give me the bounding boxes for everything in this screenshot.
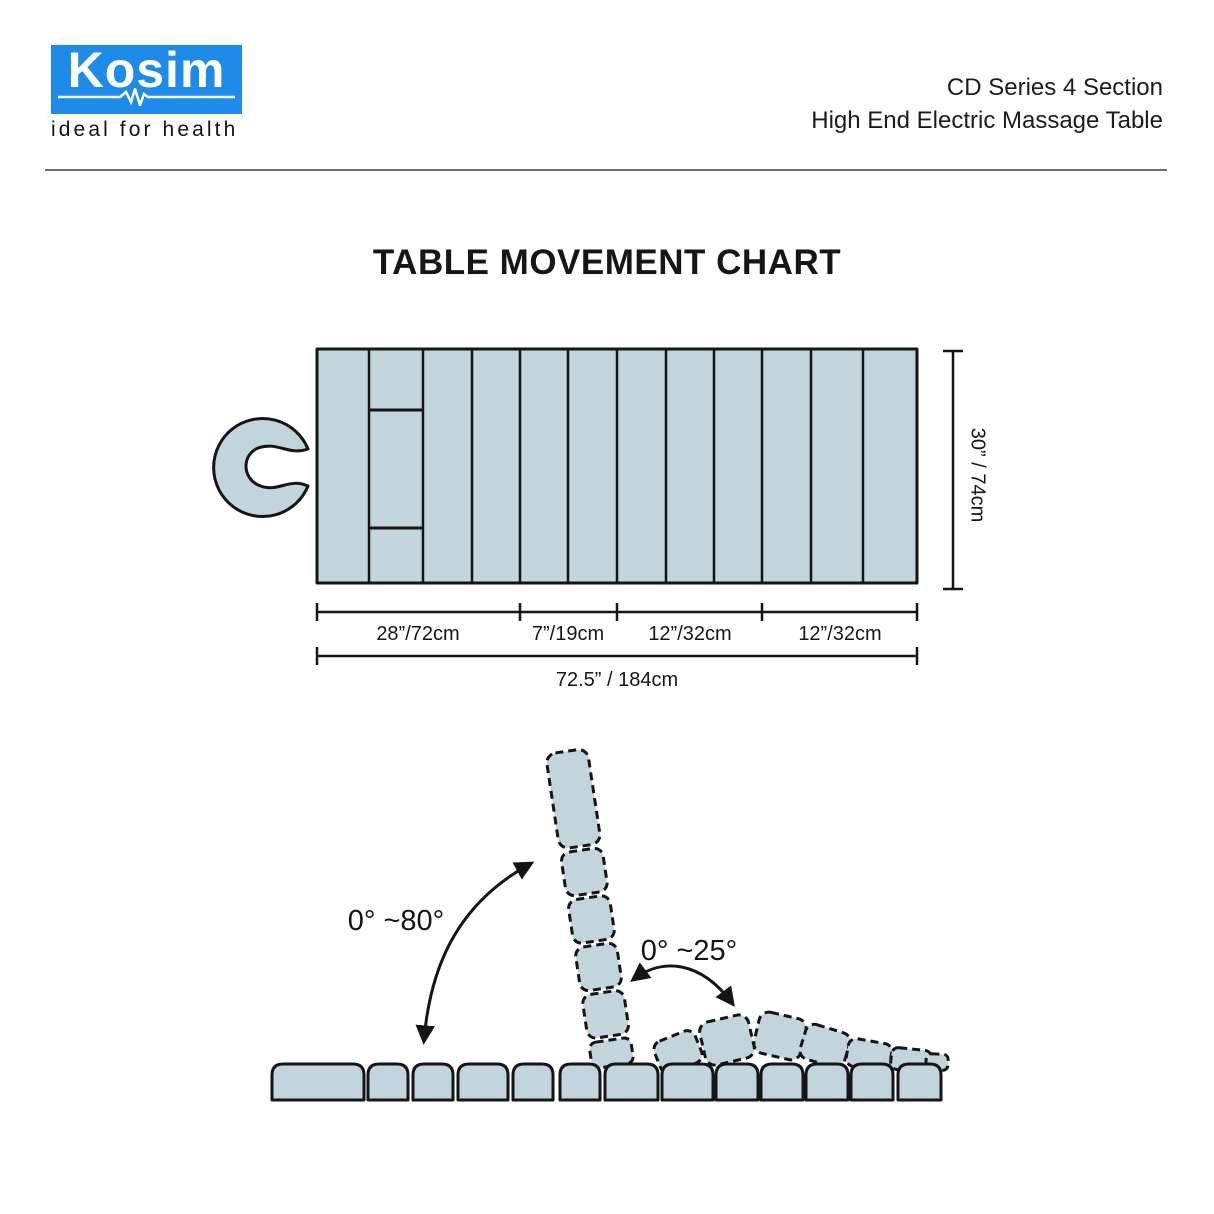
backrest-raised-outline (546, 748, 635, 1069)
chart-title: TABLE MOVEMENT CHART (372, 243, 842, 282)
face-cradle (214, 419, 308, 517)
section-dim-label: 28”/72cm (376, 623, 460, 645)
backrest-angle-arc (424, 864, 530, 1040)
heartbeat-icon (58, 88, 235, 106)
kosim-logo (51, 42, 242, 142)
legrest-angle-arc (634, 966, 732, 1003)
header-divider (45, 169, 1167, 171)
flat-table-sections (272, 1064, 941, 1100)
logo-tagline: ideal for health (51, 118, 239, 141)
height-dimension (943, 351, 989, 589)
total-dim-label: 72.5” / 184cm (555, 669, 679, 691)
product-title: High End Electric Massage Table (811, 107, 1163, 134)
backrest-angle-label: 0° ~80° (347, 905, 445, 937)
product-header (811, 71, 1163, 137)
logo-wordmark: Kosim (67, 42, 226, 98)
legrest-angle-label: 0° ~25° (640, 935, 738, 967)
section-dimension-line (317, 603, 917, 645)
section-dim-label: 12”/32cm (798, 623, 882, 645)
total-dimension-line (317, 647, 917, 691)
logo-box (51, 42, 242, 114)
product-series: CD Series 4 Section (946, 74, 1163, 101)
table-top-view-diagram (200, 330, 1010, 710)
section-dim-label: 12”/32cm (648, 623, 732, 645)
table-side-view-diagram (240, 725, 980, 1120)
height-dim-label: 30” / 74cm (966, 427, 989, 523)
section-dim-label: 7”/19cm (531, 623, 605, 645)
